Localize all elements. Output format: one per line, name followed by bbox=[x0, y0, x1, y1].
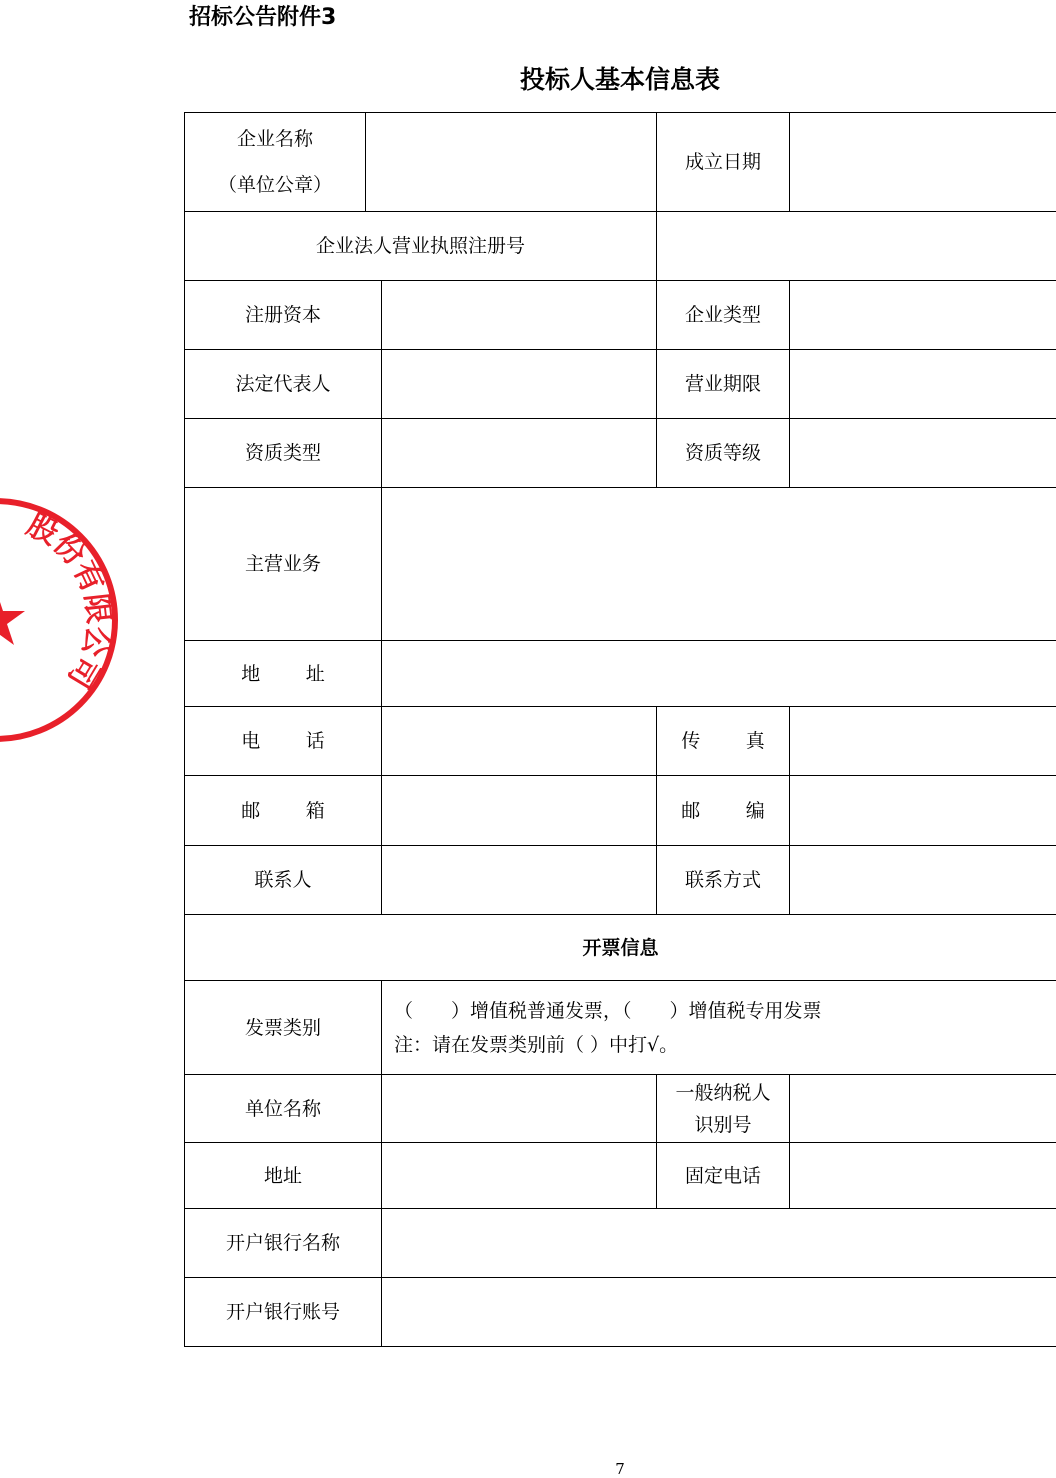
table-row bbox=[185, 350, 1056, 419]
table-row bbox=[185, 113, 1056, 212]
unit-name-field[interactable] bbox=[382, 1075, 657, 1143]
contact-method-label: 联系方式 bbox=[657, 846, 790, 915]
invoice-section-title: 开票信息 bbox=[185, 915, 1056, 981]
invoice-options-text: （ ）增值税普通发票，（ ）增值税专用发票 bbox=[394, 994, 1050, 1028]
form-title: 投标人基本信息表 bbox=[184, 62, 1056, 98]
zip-field[interactable] bbox=[790, 776, 1056, 846]
table-row bbox=[185, 1075, 1056, 1143]
table-row bbox=[185, 1143, 1056, 1209]
table-row bbox=[185, 641, 1056, 707]
bank-account-label: 开户银行账号 bbox=[185, 1278, 382, 1347]
phone-label: 电 话 bbox=[185, 707, 382, 776]
invoice-type-field[interactable] bbox=[382, 981, 1056, 1075]
invoice-address-field[interactable] bbox=[382, 1143, 657, 1209]
fax-field[interactable] bbox=[790, 707, 1056, 776]
invoice-type-label: 发票类别 bbox=[185, 981, 382, 1075]
unit-name-label: 单位名称 bbox=[185, 1075, 382, 1143]
company-seal-stamp bbox=[0, 494, 122, 746]
fixed-phone-label: 固定电话 bbox=[657, 1143, 790, 1209]
legal-rep-label: 法定代表人 bbox=[185, 350, 382, 419]
founded-date-field[interactable] bbox=[790, 113, 1056, 212]
table-row bbox=[185, 1278, 1056, 1347]
table-row bbox=[185, 488, 1056, 641]
main-business-field[interactable] bbox=[382, 488, 1056, 641]
bank-name-field[interactable] bbox=[382, 1209, 1056, 1278]
table-row bbox=[185, 419, 1056, 488]
bank-name-label: 开户银行名称 bbox=[185, 1209, 382, 1278]
table-row bbox=[185, 212, 1056, 281]
company-name-label: 企业名称 （单位公章） bbox=[185, 113, 366, 212]
business-term-field[interactable] bbox=[790, 350, 1056, 419]
qual-level-label: 资质等级 bbox=[657, 419, 790, 488]
taxpayer-id-label: 一般纳税人 识别号 bbox=[657, 1075, 790, 1143]
contact-field[interactable] bbox=[382, 846, 657, 915]
address-field[interactable] bbox=[382, 641, 1056, 707]
attachment-heading: 招标公告附件3 bbox=[189, 2, 336, 34]
address-label: 地 址 bbox=[185, 641, 382, 707]
founded-date-label: 成立日期 bbox=[657, 113, 790, 212]
contact-label: 联系人 bbox=[185, 846, 382, 915]
table-row bbox=[185, 981, 1056, 1075]
taxpayer-id-field[interactable] bbox=[790, 1075, 1056, 1143]
license-no-label: 企业法人营业执照注册号 bbox=[185, 212, 657, 281]
phone-field[interactable] bbox=[382, 707, 657, 776]
table-row bbox=[185, 776, 1056, 846]
bank-account-field[interactable] bbox=[382, 1278, 1056, 1347]
table-row bbox=[185, 1209, 1056, 1278]
page-number: 7 bbox=[0, 1460, 1056, 1478]
business-term-label: 营业期限 bbox=[657, 350, 790, 419]
table-row bbox=[185, 707, 1056, 776]
legal-rep-field[interactable] bbox=[382, 350, 657, 419]
bidder-info-table bbox=[184, 112, 1056, 1347]
zip-label: 邮 编 bbox=[657, 776, 790, 846]
main-business-label: 主营业务 bbox=[185, 488, 382, 641]
company-type-label: 企业类型 bbox=[657, 281, 790, 350]
invoice-note-text: 注：请在发票类别前（ ）中打√。 bbox=[394, 1028, 1050, 1062]
seal-star-icon bbox=[0, 590, 25, 645]
qual-type-label: 资质类型 bbox=[185, 419, 382, 488]
mailbox-label: 邮 箱 bbox=[185, 776, 382, 846]
qual-type-field[interactable] bbox=[382, 419, 657, 488]
reg-capital-field[interactable] bbox=[382, 281, 657, 350]
company-type-field[interactable] bbox=[790, 281, 1056, 350]
fax-label: 传 真 bbox=[657, 707, 790, 776]
license-no-field[interactable] bbox=[657, 212, 1056, 281]
qual-level-field[interactable] bbox=[790, 419, 1056, 488]
table-row bbox=[185, 846, 1056, 915]
invoice-address-label: 地址 bbox=[185, 1143, 382, 1209]
contact-method-field[interactable] bbox=[790, 846, 1056, 915]
company-name-field[interactable] bbox=[366, 113, 657, 212]
mailbox-field[interactable] bbox=[382, 776, 657, 846]
table-row bbox=[185, 915, 1056, 981]
table-row bbox=[185, 281, 1056, 350]
reg-capital-label: 注册资本 bbox=[185, 281, 382, 350]
fixed-phone-field[interactable] bbox=[790, 1143, 1056, 1209]
seal-company-text: 股份有限公司 bbox=[21, 507, 116, 694]
